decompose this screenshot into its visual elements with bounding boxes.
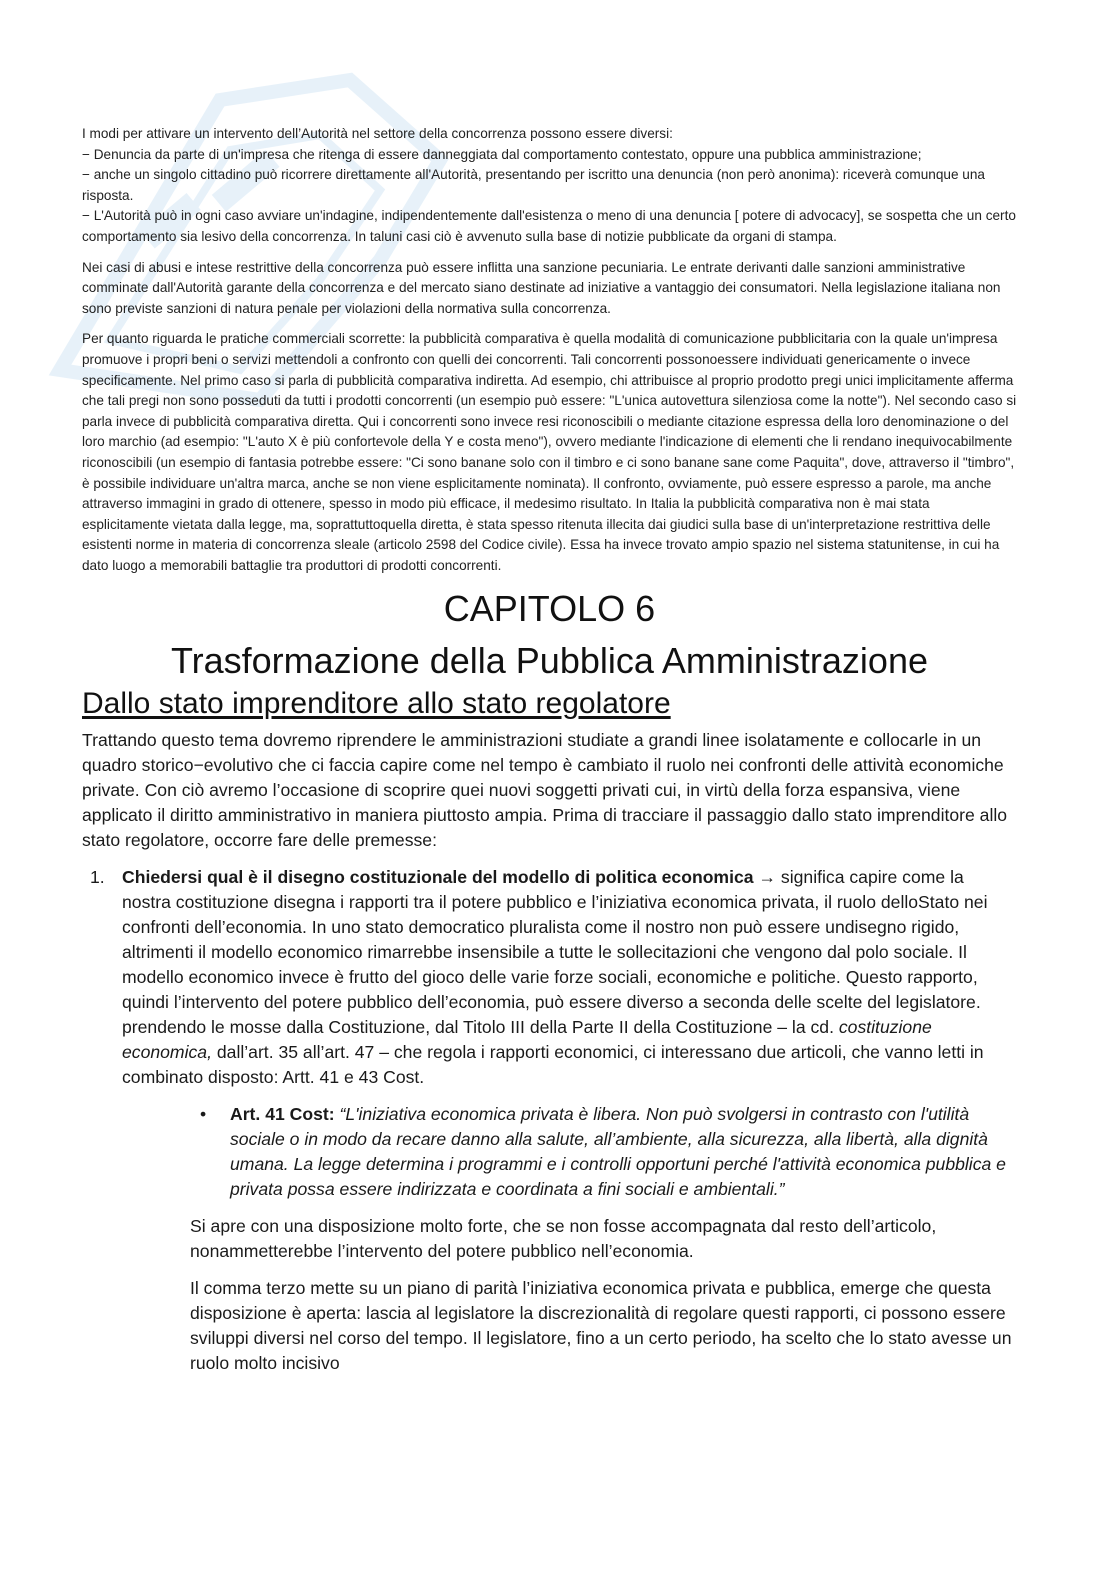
list-number: 1. — [90, 867, 105, 888]
numbered-list — [82, 865, 1017, 1202]
bullet-icon: • — [200, 1104, 207, 1125]
section-title: Dallo stato imprenditore allo stato regolatore — [82, 687, 671, 721]
arrow-icon: → — [753, 867, 781, 888]
list-item-italic: costituzione economica, — [122, 1017, 932, 1063]
intro-paragraph-3: Per quanto riguarda le pratiche commerciali scorrette: la pubblicità comparativa è quella modalità di comunicazione pubblicitaria con la quale un'impresa promuove i propri beni o servizi mettendoli a confronto con quelli dei concorrenti. Tali concorrenti possonoessere individuati genericamente o invece specificamente. Nel primo caso si parla di pubblicità comparativa indiretta. Ad esempio, chi attribuisce al proprio prodotto pregi unici implicitamente afferma che tali pregi non sono posseduti da tutti i prodotti concorrenti (un esempio può essere: "L'unica autovettura silenziosa come la notte"). Nel secondo caso si parla invece di pubblicità comparativa diretta. Qui i concorrenti sono invece resi riconoscibili o mediante citazione espressa della loro denominazione o del loro marchio (ad esempio: "L'auto X è più confortevole della Y e costa meno"), ovvero mediante l'indicazione di elementi che li rendano inequivocabilmente riconoscibili (un esempio di fantasia potrebbe essere: "Ci sono banane solo con il timbro e ci sono banane sane come Paquita", dove, attraverso il "timbro", è possibile individuare un'altra marca, anche se non viene esplicitamente nominata). Il confronto, ovviamente, può essere espresso a parole, ma anche attraverso immagini in grado di ottenere, spesso in modo più efficace, il medesimo risultato. In Italia la pubblicità comparativa non è mai stata esplicitamente vietata dalla legge, ma, soprattuttoquella diretta, è stata spesso ritenuta illecita dai giudici sulla base di un'interpretazione restrittiva delle esistenti norme in materia di concorrenza sleale (articolo 2598 del Codice civile). Essa ha invece trovato ampio spazio nel sistema statunitense, in cui ha dato luogo a memorabili battaglie tra produttori di prodotti concorrenti. — [82, 331, 1017, 573]
sub-list — [122, 1102, 1017, 1202]
intro-line: − anche un singolo cittadino può ricorrere direttamente all'Autorità, presentando per iscritto una denuncia (non però anonima): riceverà comunque una risposta. — [82, 167, 985, 203]
chapter-intro: Trattando questo tema dovremo riprendere le amministrazioni studiate a grandi linee isolatamente e collocarle in un quadro storico−evolutivo che ci faccia capire come nel tempo è cambiato il ruolo nei confronti delle attività economiche private. Con ciò avremo l’occasione di scoprire quei nuovi soggetti privati cui, in virtù della forza espansiva, viene applicato il diritto amministrativo in maniera piuttosto ampia. Prima di tracciare il passaggio dallo stato imprenditore allo stato regolatore, occorre fare delle premesse: — [82, 730, 1008, 851]
document-page — [82, 124, 1017, 1376]
intro-paragraph-1 — [82, 124, 1017, 248]
intro-section — [82, 124, 1017, 576]
list-item-heading: Chiedersi qual è il disegno costituzionale del modello di politica economica — [122, 867, 754, 888]
list-item-text-a: significa capire come la nostra costituzione disegna i rapporti tra il potere pubblico e l’iniziativa economica privata, il ruolo delloStato nei confronti dell’economia. In uno stato democratico pluralista come il nostro non può essere undisegno rigido, altrimenti il modello economico rimarrebbe insensibile a tutte le sollecitazioni che vengono dal polo sociale. Il modello economico invece è frutto del gioco delle varie forze sociali, economiche e politiche. Questo rapporto, quindi l’intervento del potere pubblico dell’economia, può essere diverso a seconda delle scelte del legislatore. prendendo le mosse dalla Costituzione, dal Titolo III della Parte II della Costituzione – la cd. — [122, 867, 988, 1038]
sub-list-item — [122, 1102, 1017, 1202]
list-item-text-b: dall’art. 35 all’art. 47 – che regola i rapporti economici, ci interessano due articoli, che vanno letti in combinato disposto: Artt. 41 e 43 Cost. — [122, 1042, 984, 1088]
article-quote: “L'iniziativa economica privata è libera. Non può svolgersi in contrasto con l'utilità sociale o in modo da recare danno alla salute, all’ambiente, alla sicurezza, alla libertà, alla dignità umana. La legge determina i programmi e i controlli opportuni perché l'attività economica pubblica e privata possa essere indirizzata e coordinata a fini sociali e ambientali.” — [230, 1104, 1006, 1200]
intro-line: − Denuncia da parte di un'impresa che ritenga di essere danneggiata dal comportamento contestato, oppure una pubblica amministrazione; — [82, 146, 922, 162]
list-item — [82, 865, 1017, 1202]
sub-item-label: Art. 41 Cost: — [230, 1104, 335, 1125]
chapter-label: CAPITOLO 6 — [443, 588, 656, 630]
commentary-paragraph-2: Il comma terzo mette su un piano di parità l’iniziativa economica privata e pubblica, emerge che questa disposizione è aperta: lascia al legislatore la discrezionalità di regolare questi rapporti, ci possono essere sviluppi diversi nel corso del tempo. Il legislatore, fino a un certo periodo, ha scelto che lo stato avesse un ruolo molto incisivo — [190, 1278, 1012, 1374]
intro-line: − L'Autorità può in ogni caso avviare un'indagine, indipendentemente dall'esistenza o meno di una denuncia [ potere di advocacy], se sospetta che un certo comportamento sia lesivo della concorrenza. In taluni casi ciò è avvenuto sulla base di notizie pubblicate da organi di stampa. — [82, 208, 1016, 244]
chapter-title: Trasformazione della Pubblica Amministrazione — [170, 640, 928, 682]
intro-line: I modi per attivare un intervento dell’Autorità nel settore della concorrenza possono essere diversi: — [82, 126, 673, 141]
commentary-paragraph-1: Si apre con una disposizione molto forte, che se non fosse accompagnata dal resto dell’articolo, nonammetterebbe l’intervento del potere pubblico nell’economia. — [190, 1216, 937, 1262]
intro-paragraph-2: Nei casi di abusi e intese restrittive della concorrenza può essere inflitta una sanzione pecuniaria. Le entrate derivanti dalle sanzioni amministrative comminate dall'Autorità garante della concorrenza e del mercato siano destinate ad iniziative a vantaggio dei consumatori. Nella legislazione italiana non sono previste sanzioni di natura penale per violazioni della normativa sulla concorrenza. — [82, 259, 1001, 316]
